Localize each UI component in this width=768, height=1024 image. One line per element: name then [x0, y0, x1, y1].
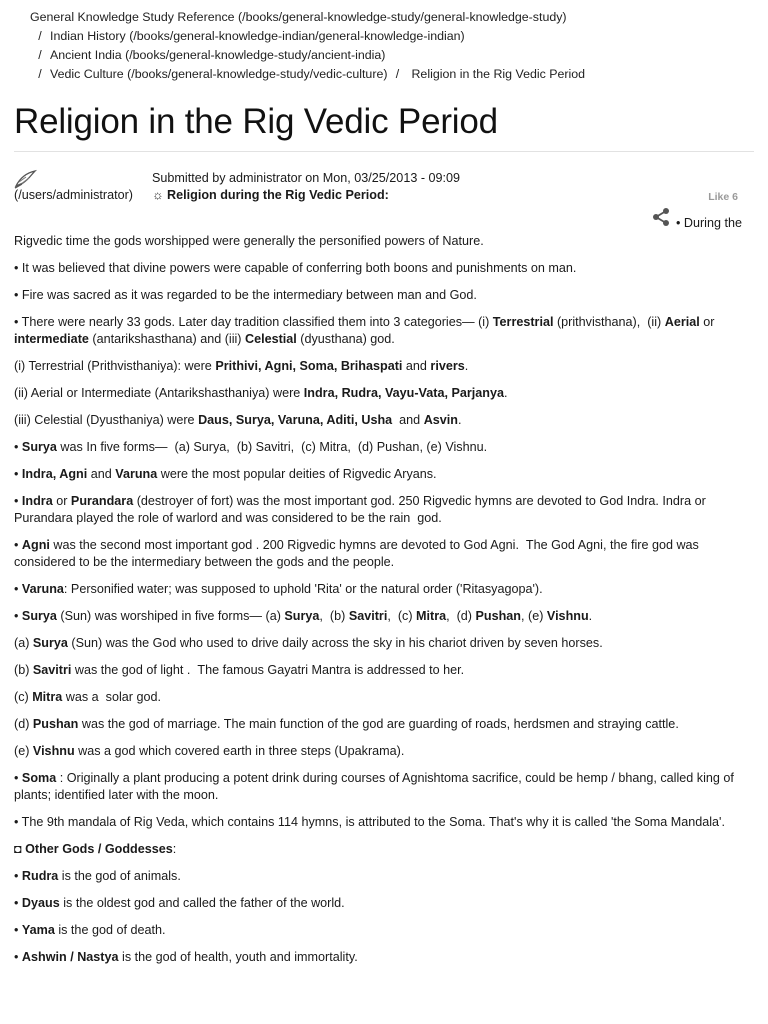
intro-heading	[152, 187, 389, 204]
article-paragraph: • Soma : Originally a plant producing a potent drink during courses of Agnishtoma sacrifice, could be hemp / bhang, called king of plants; identified later with the moon.	[14, 771, 734, 802]
article-paragraph: (iii) Celestial (Dyusthaniya) were Daus, Surya, Varuna, Aditi, Usha and Asvin.	[14, 413, 462, 427]
article-paragraph: • Ashwin / Nastya is the god of health, youth and immortality.	[14, 950, 358, 964]
article-paragraph: (b) Savitri was the god of light . The famous Gayatri Mantra is addressed to her.	[14, 663, 465, 677]
article-paragraph: ◘ Other Gods / Goddesses:	[14, 842, 177, 856]
share-icon[interactable]	[650, 206, 672, 228]
breadcrumb	[30, 8, 585, 84]
article-paragraph: • It was believed that divine powers were capable of conferring both boons and punishments on man.	[14, 261, 577, 275]
article-paragraph: Rigvedic time the gods worshipped were generally the personified powers of Nature.	[14, 234, 484, 248]
article-body	[14, 233, 754, 976]
article-paragraph: • Rudra is the god of animals.	[14, 869, 181, 883]
article-paragraph: • Yama is the god of death.	[14, 923, 166, 937]
page-title: Religion in the Rig Vedic Period	[14, 102, 498, 141]
breadcrumb-separator: /	[38, 67, 42, 81]
article-paragraph: (i) Terrestrial (Prithvisthaniya): were Prithivi, Agni, Soma, Brihaspati and rivers.	[14, 359, 469, 373]
submitted-info: Submitted by administrator on Mon, 03/25/2013 - 09:09	[152, 171, 461, 185]
breadcrumb-item-indian-history[interactable]: Indian History (/books/general-knowledge-indian/general-knowledge-indian)	[50, 29, 465, 43]
article-paragraph: • Dyaus is the oldest god and called the father of the world.	[14, 896, 345, 910]
article-paragraph: (a) Surya (Sun) was the God who used to drive daily across the sky in his chariot driven by seven horses.	[14, 636, 603, 650]
article-paragraph: (e) Vishnu was a god which covered earth in three steps (Upakrama).	[14, 744, 405, 758]
breadcrumb-item-ancient-india[interactable]: Ancient India (/books/general-knowledge-study/ancient-india)	[50, 48, 386, 62]
intro-heading-text: Religion during the Rig Vedic Period:	[167, 188, 389, 202]
article-paragraph: • Surya (Sun) was worshiped in five forms— (a) Surya, (b) Savitri, (c) Mitra, (d) Pushan, (e) Vishnu.	[14, 609, 593, 623]
article-paragraph: • Varuna: Personified water; was supposed to uphold 'Rita' or the natural order ('Ritasyagopa').	[14, 582, 543, 596]
article-paragraph: • Agni was the second most important god . 200 Rigvedic hymns are devoted to God Agni. The God Agni, the fire god was considered to be the intermediary between the gods and the people.	[14, 538, 699, 569]
article-paragraph: • The 9th mandala of Rig Veda, which contains 114 hymns, is attributed to the Soma. That's why it is called 'the Soma Mandala'.	[14, 815, 725, 829]
breadcrumb-separator: /	[395, 67, 400, 81]
article-paragraph: • There were nearly 33 gods. Later day tradition classified them into 3 categories— (i) Terrestrial (prithvisthana), (ii) Aerial or intermediate (antarikshasthana) and (iii) Celestial (dyusthana) god.	[14, 315, 715, 346]
article-paragraph: (ii) Aerial or Intermediate (Antarikshasthaniya) were Indra, Rudra, Vayu-Vata, Parjanya.	[14, 386, 508, 400]
breadcrumb-separator: /	[38, 29, 42, 43]
article-paragraph: • Indra or Purandara (destroyer of fort) was the most important god. 250 Rigvedic hymns are devoted to God Indra. Indra or Purandara played the role of warlord and was considered to be the rain god.	[14, 494, 706, 525]
breadcrumb-current: Religion in the Rig Vedic Period	[411, 67, 586, 81]
title-divider	[14, 151, 754, 152]
article-paragraph: • Surya was In five forms— (a) Surya, (b) Savitri, (c) Mitra, (d) Pushan, (e) Vishnu.	[14, 440, 488, 454]
user-avatar-icon[interactable]	[14, 169, 38, 189]
article-paragraph: • Indra, Agni and Varuna were the most popular deities of Rigvedic Aryans.	[14, 467, 437, 481]
like-button[interactable]: Like 6	[708, 191, 738, 203]
breadcrumb-item-vedic-culture[interactable]: Vedic Culture (/books/general-knowledge-study/vedic-culture)	[50, 67, 388, 81]
during-text: • During the	[675, 216, 742, 230]
article-paragraph: • Fire was sacred as it was regarded to be the intermediary between man and God.	[14, 288, 477, 302]
article-paragraph: (d) Pushan was the god of marriage. The main function of the god are guarding of roads, herdsmen and straying cattle.	[14, 717, 679, 731]
breadcrumb-separator: /	[38, 48, 42, 62]
sun-symbol: ☼	[152, 188, 164, 202]
breadcrumb-item-general-knowledge[interactable]: General Knowledge Study Reference (/books/general-knowledge-study/general-knowledge-study)	[30, 10, 567, 24]
article-paragraph: (c) Mitra was a solar god.	[14, 690, 161, 704]
author-profile-link[interactable]: (/users/administrator)	[14, 188, 133, 202]
